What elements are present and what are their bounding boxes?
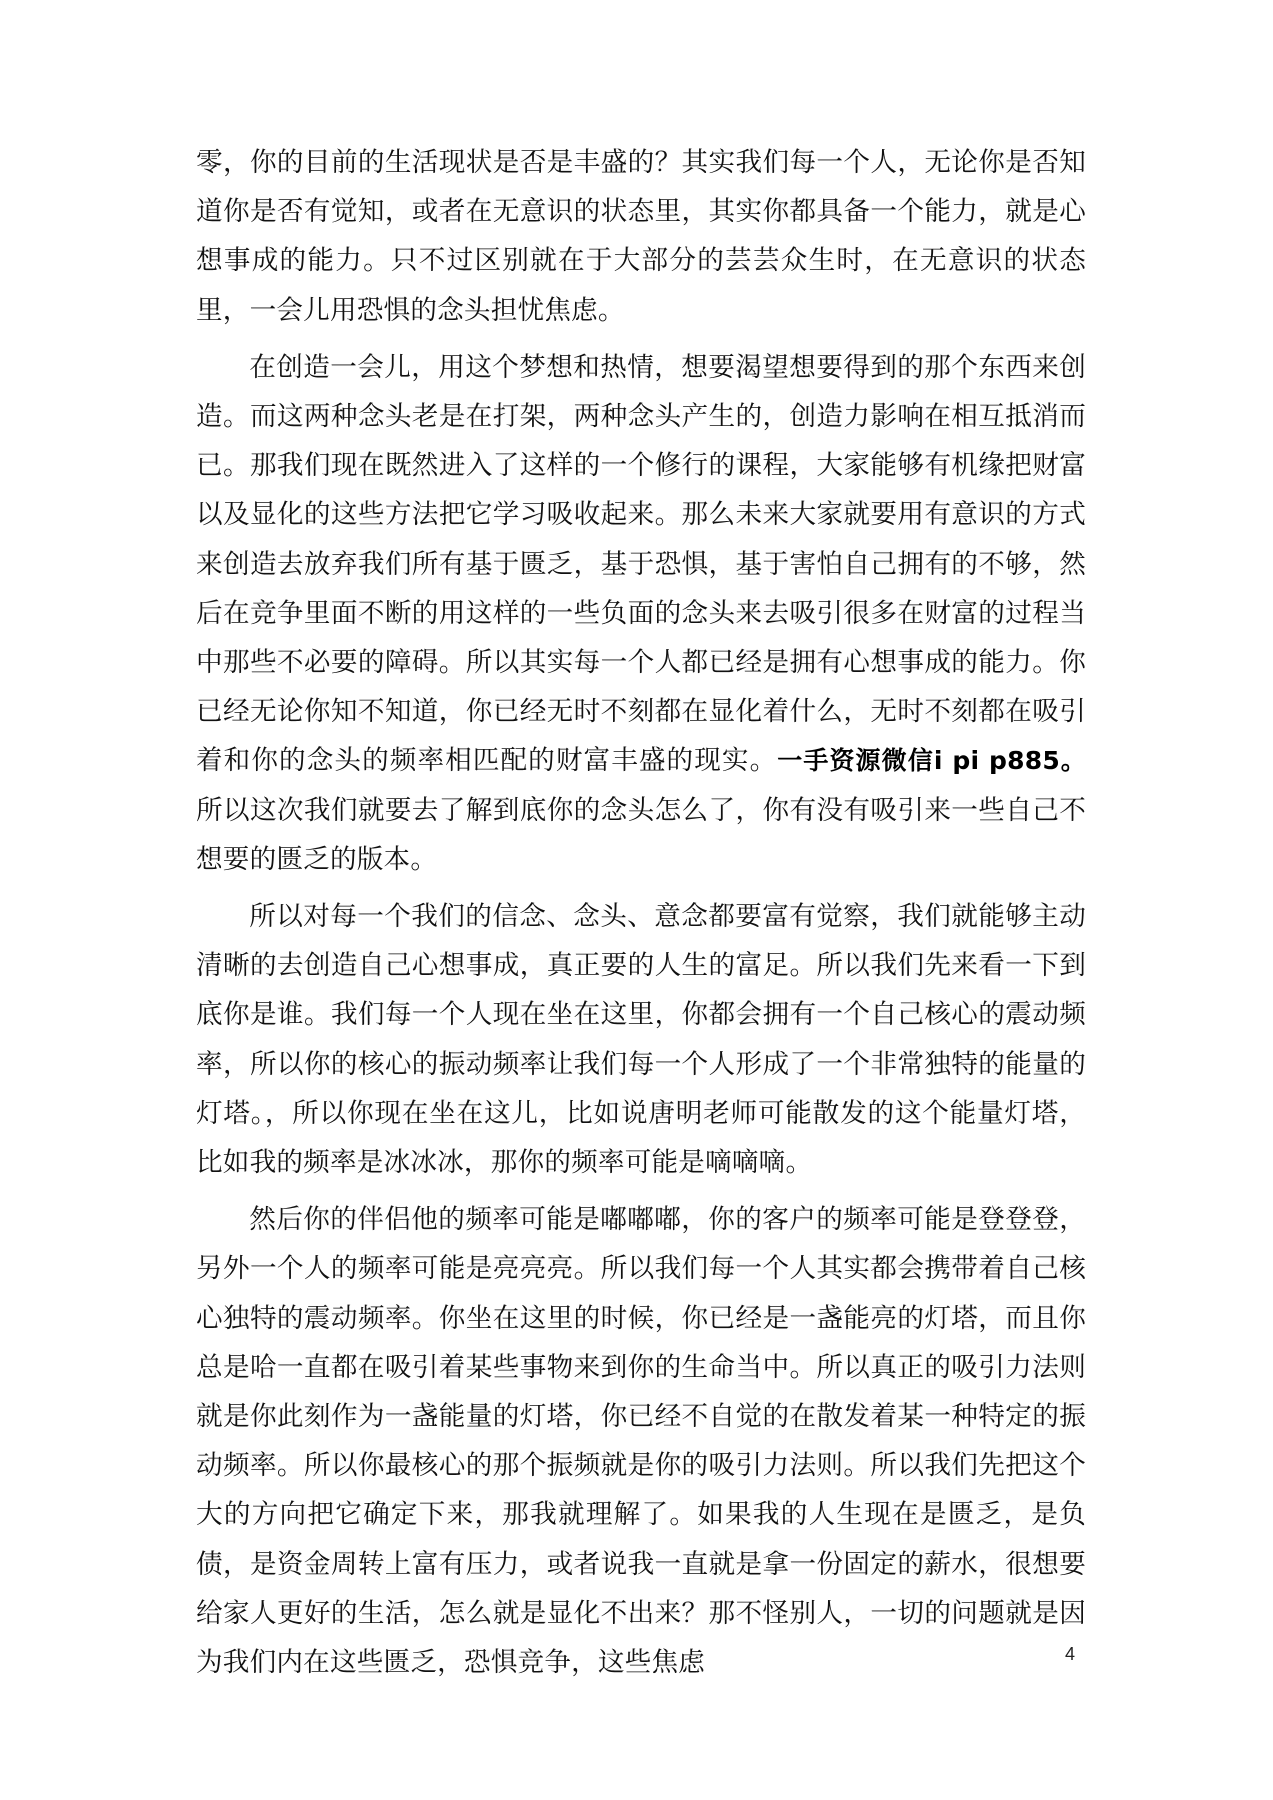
paragraph-1: 零，你的目前的生活现状是否是丰盛的？其实我们每一个人，无论你是否知道你是否有觉知，或者在无意识的状态里，其实你都具备一个能力，就是心想事成的能力。只不过区别就在于大部分的芸芸众生时，在无意识的状态里，一会儿用恐惧的念头担忧焦虑。 xyxy=(196,147,1086,326)
promo-text: 一手资源微信i pi p885。 xyxy=(777,746,1086,776)
paragraph-2-text-before: 在创造一会儿，用这个梦想和热情，想要渴望想要得到的那个东西来创造。而这两种念头老是在打架，两种念头产生的，创造力影响在相互抵消而已。那我们现在既然进入了这样的一个修行的课程，大家能够有机缘把财富以及显化的这些方法把它学习吸收起来。那么未来大家就要用有意识的方式来创造去放弃我们所有基于匮乏，基于恐惧，基于害怕自己拥有的不够，然后在竞争里面不断的用这样的一些负面的念头来去吸引很多在财富的过程当中那些不必要的障碍。所以其实每一个人都已经是拥有心想事成的能力。你已经无论你知不知道，你已经无时不刻都在显化着什么，无时不刻都在吸引着和你的念头的频率相匹配的财富丰盛的现实。 xyxy=(196,351,1086,777)
paragraph-4: 然后你的伴侣他的频率可能是嘟嘟嘟，你的客户的频率可能是登登登，另外一个人的频率可能是亮亮亮。所以我们每一个人其实都会携带着自己核心独特的震动频率。你坐在这里的时候，你已经是一盏能亮的灯塔，而且你总是哈一直都在吸引着某些事物来到你的生命当中。所以真正的吸引力法则就是你此刻作为一盏能量的灯塔，你已经不自觉的在散发着某一种特定的振动频率。所以你最核心的那个振频就是你的吸引力法则。所以我们先把这个大的方向把它确定下来，那我就理解了。如果我的人生现在是匮乏，是负债，是资金周转上富有压力，或者说我一直就是拿一份固定的薪水，很想要给家人更好的生活，怎么就是显化不出来？那不怪别人，一切的问题就是因为我们内在这些匮乏，恐惧竞争，这些焦虑 xyxy=(196,1204,1086,1679)
page-number: 4 xyxy=(1065,1644,1076,1664)
body-text xyxy=(196,138,1086,1695)
paragraph-2 xyxy=(196,343,1086,884)
paragraph-3: 所以对每一个我们的信念、念头、意念都要富有觉察，我们就能够主动清晰的去创造自己心想事成，真正要的人生的富足。所以我们先来看一下到底你是谁。我们每一个人现在坐在这里，你都会拥有一个自己核心的震动频率，所以你的核心的振动频率让我们每一个人形成了一个非常独特的能量的灯塔。，所以你现在坐在这儿，比如说唐明老师可能散发的这个能量灯塔，比如我的频率是冰冰冰，那你的频率可能是嘀嘀嘀。 xyxy=(196,901,1086,1179)
paragraph-2-text-after: 所以这次我们就要去了解到底你的念头怎么了，你有没有吸引来一些自己不想要的匮乏的版本。 xyxy=(196,794,1086,875)
